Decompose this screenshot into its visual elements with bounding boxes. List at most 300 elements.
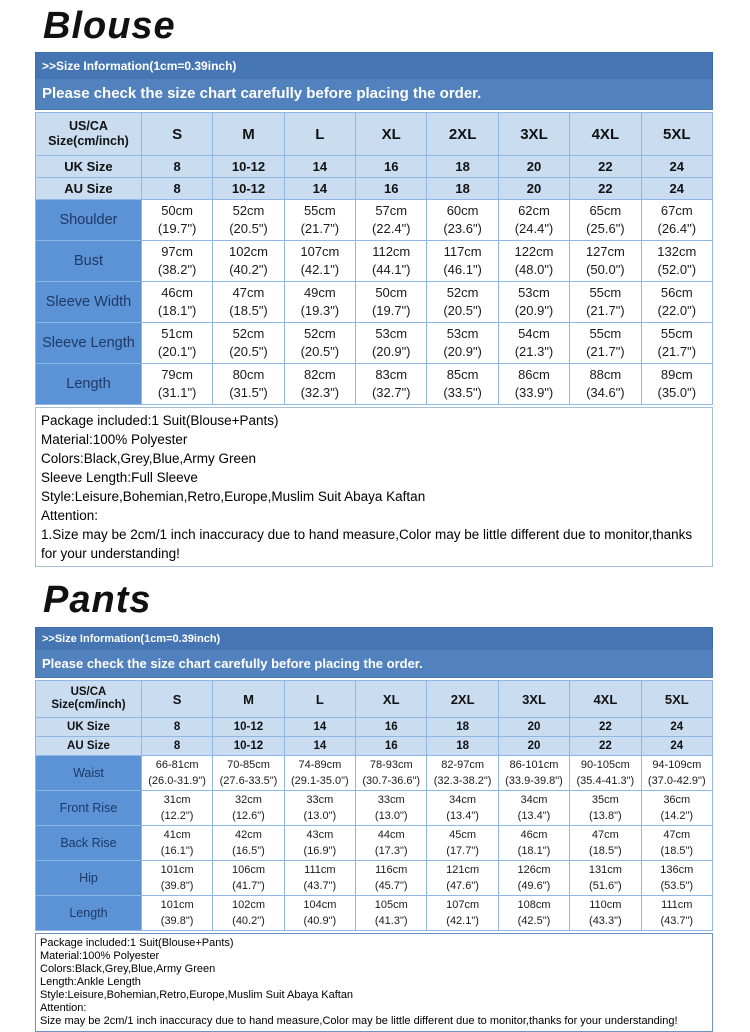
pants-note-5: Attention:	[40, 1002, 87, 1014]
blouse-sleeve-width-cell-7	[641, 282, 712, 323]
pants-front-rise-cell-4	[427, 791, 498, 826]
pants-back-rise-cell-2	[284, 826, 355, 861]
blouse-sleeve-width-inch-7: (22.0")	[657, 303, 697, 318]
pants-waist-cell-5	[498, 756, 569, 791]
blouse-row-shoulder	[36, 200, 713, 241]
pants-hip-cell-0	[141, 861, 212, 896]
pants-au-value-5: 20	[498, 737, 569, 756]
pants-back-rise-cell-4	[427, 826, 498, 861]
pants-section	[35, 577, 713, 1032]
blouse-check-chart-bar: Please check the size chart carefully before placing the order.	[35, 79, 713, 110]
blouse-shoulder-cm-0: 50cm	[161, 203, 193, 218]
blouse-length-inch-5: (33.9")	[514, 385, 554, 400]
blouse-length-cell-0	[141, 364, 212, 405]
blouse-uk-row	[36, 156, 713, 178]
blouse-shoulder-inch-3: (22.4")	[371, 221, 411, 236]
blouse-bust-cell-0	[141, 241, 212, 282]
blouse-sleeve-width-cell-2	[284, 282, 355, 323]
pants-uk-value-5: 20	[498, 718, 569, 737]
blouse-sleeve-length-inch-0: (20.1")	[157, 344, 197, 359]
blouse-shoulder-inch-1: (20.5")	[229, 221, 268, 236]
blouse-shoulder-inch-5: (24.4")	[514, 221, 554, 236]
blouse-sleeve-length-inch-6: (21.7")	[586, 344, 625, 359]
blouse-shoulder-cell-3	[356, 200, 427, 241]
pants-note-4: Style:Leisure,Bohemian,Retro,Europe,Muslim Suit Abaya Kaftan	[40, 989, 354, 1001]
pants-back-rise-inch-4: (17.7")	[446, 845, 479, 857]
pants-label-hip: Hip	[36, 861, 142, 896]
blouse-shoulder-cm-5: 62cm	[518, 203, 550, 218]
pants-waist-cm-0: 66-81cm	[155, 759, 199, 771]
pants-waist-cell-1	[213, 756, 284, 791]
blouse-header-row	[36, 113, 713, 156]
blouse-length-inch-4: (33.5")	[443, 385, 482, 400]
pants-row-waist	[36, 756, 713, 791]
blouse-sleeve-width-inch-3: (19.7")	[371, 303, 411, 318]
pants-waist-inch-3: (30.7-36.6")	[362, 775, 421, 787]
blouse-length-cm-1: 80cm	[232, 367, 265, 382]
pants-uk-value-7: 24	[641, 718, 712, 737]
blouse-uk-value-7: 24	[641, 156, 712, 178]
pants-size-header-3XL: 3XL	[498, 681, 569, 718]
blouse-sleeve-length-cm-3: 53cm	[375, 326, 408, 341]
pants-hip-cell-2	[284, 861, 355, 896]
blouse-sleeve-length-inch-1: (20.5")	[229, 344, 268, 359]
blouse-sleeve-width-cm-0: 46cm	[161, 285, 193, 300]
blouse-shoulder-cm-4: 60cm	[446, 203, 479, 218]
blouse-au-value-1: 10-12	[213, 178, 284, 200]
blouse-sleeve-width-cm-6: 55cm	[589, 285, 622, 300]
blouse-shoulder-cm-6: 65cm	[589, 203, 622, 218]
blouse-au-value-4: 18	[427, 178, 498, 200]
blouse-sleeve-length-inch-7: (21.7")	[657, 344, 697, 359]
blouse-sleeve-length-cm-2: 52cm	[303, 326, 336, 341]
blouse-length-cm-0: 79cm	[161, 367, 193, 382]
pants-waist-cm-7: 94-109cm	[652, 759, 702, 771]
blouse-length-cell-3	[356, 364, 427, 405]
blouse-length-cell-2	[284, 364, 355, 405]
pants-front-rise-inch-3: (13.0")	[374, 810, 408, 822]
pants-au-value-3: 16	[356, 737, 427, 756]
pants-corner-line1: US/CA	[70, 686, 107, 698]
pants-back-rise-inch-0: (16.1")	[160, 845, 194, 857]
pants-length-cell-4	[427, 896, 498, 931]
blouse-length-inch-1: (31.5")	[229, 385, 268, 400]
blouse-uk-value-6: 22	[570, 156, 641, 178]
blouse-note-0: Package included:1 Suit(Blouse+Pants)	[41, 413, 279, 428]
blouse-uk-value-0: 8	[141, 156, 212, 178]
blouse-shoulder-cell-5	[498, 200, 569, 241]
blouse-length-cell-7	[641, 364, 712, 405]
blouse-sleeve-width-inch-2: (19.3")	[300, 303, 340, 318]
blouse-bust-cm-0: 97cm	[161, 244, 193, 259]
blouse-label-sleeve-length: Sleeve Length	[36, 323, 142, 364]
pants-waist-inch-1: (27.6-33.5")	[219, 775, 278, 787]
blouse-uk-value-5: 20	[498, 156, 569, 178]
blouse-length-inch-0: (31.1")	[157, 385, 197, 400]
pants-hip-cm-6: 131cm	[588, 864, 622, 876]
blouse-note-3: Sleeve Length:Full Sleeve	[41, 470, 198, 485]
pants-au-value-2: 14	[284, 737, 355, 756]
blouse-sleeve-length-cell-6	[570, 323, 641, 364]
pants-front-rise-inch-4: (13.4")	[446, 810, 479, 822]
pants-front-rise-cell-2	[284, 791, 355, 826]
pants-note-1: Material:100% Polyester	[40, 950, 160, 962]
pants-length-inch-5: (42.5")	[517, 915, 551, 927]
pants-size-header-L: L	[284, 681, 355, 718]
blouse-note-4: Style:Leisure,Bohemian,Retro,Europe,Muslim Suit Abaya Kaftan	[41, 489, 426, 504]
pants-size-header-2XL: 2XL	[427, 681, 498, 718]
blouse-sleeve-width-cell-0	[141, 282, 212, 323]
pants-front-rise-inch-2: (13.0")	[303, 810, 337, 822]
blouse-bust-cell-7	[641, 241, 712, 282]
pants-front-rise-cm-7: 36cm	[663, 794, 691, 806]
blouse-row-length	[36, 364, 713, 405]
pants-front-rise-cm-2: 33cm	[306, 794, 334, 806]
pants-waist-inch-0: (26.0-31.9")	[148, 775, 206, 787]
pants-waist-cm-2: 74-89cm	[298, 759, 342, 771]
pants-back-rise-cm-6: 47cm	[591, 829, 619, 841]
pants-back-rise-cell-7	[641, 826, 712, 861]
pants-hip-cm-1: 106cm	[231, 864, 265, 876]
blouse-shoulder-inch-7: (26.4")	[657, 221, 697, 236]
blouse-length-cm-6: 88cm	[589, 367, 622, 382]
pants-length-cell-1	[213, 896, 284, 931]
pants-label-back-rise: Back Rise	[36, 826, 142, 861]
blouse-size-table	[35, 112, 713, 405]
blouse-sleeve-length-cm-6: 55cm	[589, 326, 622, 341]
blouse-sleeve-width-cm-1: 47cm	[232, 285, 265, 300]
blouse-length-cell-5	[498, 364, 569, 405]
blouse-notes-block	[35, 407, 713, 567]
pants-uk-value-6: 22	[570, 718, 641, 737]
pants-front-rise-cm-3: 33cm	[377, 794, 405, 806]
pants-uk-value-4: 18	[427, 718, 498, 737]
blouse-length-cell-1	[213, 364, 284, 405]
blouse-bust-cm-1: 102cm	[228, 244, 268, 259]
blouse-label-shoulder: Shoulder	[36, 200, 142, 241]
pants-label-length: Length	[36, 896, 142, 931]
blouse-row-sleeve-width	[36, 282, 713, 323]
blouse-bust-cm-4: 117cm	[443, 244, 482, 259]
blouse-sleeve-width-cm-2: 49cm	[303, 285, 336, 300]
pants-size-header-4XL: 4XL	[570, 681, 641, 718]
pants-back-rise-cm-2: 43cm	[306, 829, 334, 841]
blouse-au-value-3: 16	[356, 178, 427, 200]
pants-au-row	[36, 737, 713, 756]
blouse-sleeve-width-inch-0: (18.1")	[157, 303, 197, 318]
pants-size-header-S: S	[141, 681, 212, 718]
blouse-shoulder-inch-2: (21.7")	[300, 221, 340, 236]
pants-front-rise-cell-6	[570, 791, 641, 826]
blouse-bust-inch-3: (44.1")	[371, 262, 411, 277]
pants-length-inch-1: (40.2")	[232, 915, 265, 927]
blouse-bust-inch-6: (50.0")	[586, 262, 625, 277]
pants-length-inch-7: (43.7")	[660, 915, 694, 927]
pants-waist-inch-5: (33.9-39.8")	[505, 775, 563, 787]
pants-front-rise-inch-7: (14.2")	[660, 810, 694, 822]
blouse-bust-cell-2	[284, 241, 355, 282]
blouse-au-value-2: 14	[284, 178, 355, 200]
blouse-length-cm-5: 86cm	[518, 367, 550, 382]
pants-waist-cm-6: 90-105cm	[580, 759, 630, 771]
blouse-length-cm-4: 85cm	[446, 367, 479, 382]
blouse-corner-header	[36, 113, 142, 156]
pants-hip-cm-3: 116cm	[375, 864, 408, 876]
pants-hip-cell-7	[641, 861, 712, 896]
blouse-note-6: 1.Size may be 2cm/1 inch inaccuracy due to hand measure,Color may be little different due to monitor,thanks for your understanding!	[41, 527, 693, 561]
blouse-sleeve-length-inch-4: (20.9")	[443, 344, 482, 359]
pants-waist-cm-5: 86-101cm	[509, 759, 559, 771]
blouse-label-sleeve-width: Sleeve Width	[36, 282, 142, 323]
pants-hip-cm-0: 101cm	[160, 864, 194, 876]
pants-waist-cell-3	[356, 756, 427, 791]
pants-title: Pants	[43, 579, 152, 621]
pants-au-value-6: 22	[570, 737, 641, 756]
pants-size-info-bar: >>Size Information(1cm=0.39inch)	[35, 627, 713, 650]
blouse-size-header-5XL: 5XL	[641, 113, 712, 156]
blouse-sleeve-length-cm-4: 53cm	[446, 326, 479, 341]
pants-hip-cell-6	[570, 861, 641, 896]
blouse-size-header-3XL: 3XL	[498, 113, 569, 156]
pants-hip-cell-4	[427, 861, 498, 896]
pants-front-rise-cell-3	[356, 791, 427, 826]
pants-front-rise-cell-1	[213, 791, 284, 826]
pants-back-rise-cm-3: 44cm	[377, 829, 405, 841]
pants-front-rise-cm-4: 34cm	[449, 794, 477, 806]
pants-length-inch-4: (42.1")	[446, 915, 479, 927]
blouse-bust-inch-0: (38.2")	[157, 262, 197, 277]
pants-length-inch-0: (39.8")	[160, 915, 194, 927]
blouse-sleeve-width-inch-1: (18.5")	[229, 303, 268, 318]
pants-au-value-0: 8	[141, 737, 212, 756]
blouse-sleeve-width-cm-3: 50cm	[375, 285, 408, 300]
pants-hip-inch-0: (39.8")	[160, 880, 194, 892]
blouse-sleeve-length-cm-0: 51cm	[161, 326, 193, 341]
pants-hip-inch-5: (49.6")	[517, 880, 551, 892]
pants-au-value-4: 18	[427, 737, 498, 756]
pants-length-inch-3: (41.3")	[374, 915, 408, 927]
blouse-shoulder-cell-6	[570, 200, 641, 241]
pants-size-header-XL: XL	[356, 681, 427, 718]
pants-length-cell-3	[356, 896, 427, 931]
pants-hip-inch-1: (41.7")	[232, 880, 265, 892]
blouse-au-label: AU Size	[36, 178, 142, 200]
pants-back-rise-cell-5	[498, 826, 569, 861]
blouse-corner-line1: US/CA	[69, 119, 108, 133]
blouse-sleeve-length-inch-5: (21.3")	[514, 344, 554, 359]
pants-front-rise-cell-7	[641, 791, 712, 826]
blouse-uk-value-1: 10-12	[213, 156, 284, 178]
pants-waist-inch-2: (29.1-35.0")	[291, 775, 349, 787]
blouse-bust-cm-5: 122cm	[514, 244, 554, 259]
pants-length-cm-7: 111cm	[661, 899, 693, 911]
blouse-sleeve-width-cell-4	[427, 282, 498, 323]
pants-length-inch-6: (43.3")	[589, 915, 622, 927]
blouse-sleeve-length-inch-3: (20.9")	[371, 344, 411, 359]
pants-length-cm-2: 104cm	[303, 899, 337, 911]
blouse-bust-inch-4: (46.1")	[443, 262, 482, 277]
blouse-shoulder-cell-7	[641, 200, 712, 241]
pants-waist-inch-6: (35.4-41.3")	[576, 775, 635, 787]
blouse-size-header-S: S	[141, 113, 212, 156]
blouse-row-bust	[36, 241, 713, 282]
pants-waist-cell-4	[427, 756, 498, 791]
pants-size-header-5XL: 5XL	[641, 681, 712, 718]
pants-hip-cell-1	[213, 861, 284, 896]
pants-label-waist: Waist	[36, 756, 142, 791]
pants-back-rise-cm-5: 46cm	[520, 829, 548, 841]
pants-length-inch-2: (40.9")	[303, 915, 337, 927]
pants-check-chart-bar: Please check the size chart carefully before placing the order.	[35, 650, 713, 678]
pants-front-rise-cm-1: 32cm	[235, 794, 262, 806]
pants-back-rise-inch-7: (18.5")	[660, 845, 694, 857]
pants-length-cm-0: 101cm	[160, 899, 194, 911]
blouse-bust-cell-1	[213, 241, 284, 282]
pants-back-rise-cm-4: 45cm	[449, 829, 477, 841]
blouse-bust-inch-5: (48.0")	[514, 262, 554, 277]
blouse-shoulder-cell-4	[427, 200, 498, 241]
blouse-sleeve-width-cm-4: 52cm	[446, 285, 479, 300]
blouse-sleeve-length-cell-3	[356, 323, 427, 364]
pants-front-rise-cm-5: 34cm	[520, 794, 548, 806]
pants-waist-inch-7: (37.0-42.9")	[647, 775, 706, 787]
pants-hip-cell-3	[356, 861, 427, 896]
blouse-bust-cm-7: 132cm	[657, 244, 697, 259]
pants-uk-row	[36, 718, 713, 737]
blouse-sleeve-width-cm-7: 56cm	[660, 285, 693, 300]
blouse-sleeve-length-cell-1	[213, 323, 284, 364]
blouse-length-inch-6: (34.6")	[586, 385, 625, 400]
blouse-length-inch-3: (32.7")	[371, 385, 411, 400]
pants-back-rise-cm-1: 42cm	[235, 829, 262, 841]
pants-front-rise-inch-1: (12.6")	[232, 810, 265, 822]
blouse-sleeve-width-cell-6	[570, 282, 641, 323]
pants-row-front-rise	[36, 791, 713, 826]
pants-size-header-M: M	[213, 681, 284, 718]
blouse-bust-cell-3	[356, 241, 427, 282]
blouse-note-5: Attention:	[41, 508, 99, 523]
blouse-sleeve-length-cell-4	[427, 323, 498, 364]
pants-uk-value-0: 8	[141, 718, 212, 737]
blouse-shoulder-cell-2	[284, 200, 355, 241]
pants-hip-inch-6: (51.6")	[589, 880, 622, 892]
blouse-shoulder-cell-1	[213, 200, 284, 241]
blouse-sleeve-length-cell-2	[284, 323, 355, 364]
pants-front-rise-inch-6: (13.8")	[589, 810, 622, 822]
blouse-au-value-6: 22	[570, 178, 641, 200]
blouse-bust-cell-4	[427, 241, 498, 282]
pants-hip-cell-5	[498, 861, 569, 896]
blouse-length-inch-2: (32.3")	[300, 385, 340, 400]
blouse-sleeve-width-inch-6: (21.7")	[586, 303, 625, 318]
pants-front-rise-cm-0: 31cm	[163, 794, 191, 806]
blouse-sleeve-length-cm-7: 55cm	[660, 326, 693, 341]
pants-back-rise-cm-7: 47cm	[663, 829, 691, 841]
blouse-row-sleeve-length	[36, 323, 713, 364]
pants-note-0: Package included:1 Suit(Blouse+Pants)	[40, 937, 234, 949]
blouse-au-value-0: 8	[141, 178, 212, 200]
blouse-bust-cm-2: 107cm	[300, 244, 340, 259]
pants-uk-label: UK Size	[36, 718, 142, 737]
pants-length-cm-5: 108cm	[517, 899, 551, 911]
pants-front-rise-cm-6: 35cm	[591, 794, 619, 806]
pants-note-6: Size may be 2cm/1 inch inaccuracy due to hand measure,Color may be little different due to monitor,thanks for your understanding!	[40, 1015, 678, 1027]
blouse-sleeve-width-cell-5	[498, 282, 569, 323]
pants-row-hip	[36, 861, 713, 896]
pants-row-back-rise	[36, 826, 713, 861]
blouse-shoulder-inch-0: (19.7")	[157, 221, 197, 236]
blouse-sleeve-width-inch-5: (20.9")	[514, 303, 554, 318]
blouse-size-header-XL: XL	[356, 113, 427, 156]
pants-waist-cell-2	[284, 756, 355, 791]
pants-size-table	[35, 680, 713, 931]
blouse-length-cm-3: 83cm	[375, 367, 408, 382]
pants-front-rise-cell-0	[141, 791, 212, 826]
pants-corner-header	[36, 681, 142, 718]
pants-au-label: AU Size	[36, 737, 142, 756]
blouse-shoulder-cell-0	[141, 200, 212, 241]
blouse-sleeve-length-cell-0	[141, 323, 212, 364]
pants-note-3: Length:Ankle Length	[40, 976, 141, 988]
blouse-shoulder-cm-2: 55cm	[303, 203, 336, 218]
blouse-shoulder-cm-3: 57cm	[375, 203, 408, 218]
pants-waist-inch-4: (32.3-38.2")	[433, 775, 492, 787]
pants-header-row	[36, 681, 713, 718]
pants-row-length	[36, 896, 713, 931]
blouse-label-length: Length	[36, 364, 142, 405]
pants-length-cm-6: 110cm	[589, 899, 622, 911]
blouse-sleeve-width-cell-1	[213, 282, 284, 323]
blouse-uk-value-4: 18	[427, 156, 498, 178]
pants-length-cm-3: 105cm	[374, 899, 408, 911]
pants-note-2: Colors:Black,Grey,Blue,Army Green	[40, 963, 216, 975]
blouse-label-bust: Bust	[36, 241, 142, 282]
pants-label-front-rise: Front Rise	[36, 791, 142, 826]
pants-back-rise-cm-0: 41cm	[163, 829, 191, 841]
blouse-length-cm-2: 82cm	[303, 367, 336, 382]
pants-au-value-7: 24	[641, 737, 712, 756]
blouse-sleeve-width-cm-5: 53cm	[518, 285, 550, 300]
pants-waist-cm-3: 78-93cm	[369, 759, 413, 771]
pants-front-rise-cell-5	[498, 791, 569, 826]
pants-back-rise-cell-0	[141, 826, 212, 861]
pants-back-rise-inch-3: (17.3")	[374, 845, 408, 857]
pants-uk-value-2: 14	[284, 718, 355, 737]
blouse-corner-line2: Size(cm/inch)	[48, 134, 129, 148]
blouse-size-header-4XL: 4XL	[570, 113, 641, 156]
blouse-bust-cell-6	[570, 241, 641, 282]
pants-front-rise-inch-0: (12.2")	[160, 810, 194, 822]
blouse-section	[35, 4, 713, 567]
pants-hip-inch-7: (53.5")	[660, 880, 694, 892]
pants-front-rise-inch-5: (13.4")	[517, 810, 551, 822]
blouse-sleeve-length-cm-5: 54cm	[518, 326, 550, 341]
pants-hip-cm-7: 136cm	[660, 864, 694, 876]
blouse-shoulder-cm-7: 67cm	[660, 203, 693, 218]
blouse-uk-label: UK Size	[36, 156, 142, 178]
blouse-sleeve-width-cell-3	[356, 282, 427, 323]
blouse-au-value-5: 20	[498, 178, 569, 200]
pants-notes-block	[35, 933, 713, 1032]
pants-uk-value-3: 16	[356, 718, 427, 737]
pants-hip-cm-2: 111cm	[304, 864, 336, 876]
blouse-au-value-7: 24	[641, 178, 712, 200]
pants-corner-line2: Size(cm/inch)	[51, 699, 126, 711]
blouse-sleeve-length-cell-7	[641, 323, 712, 364]
pants-length-cm-4: 107cm	[446, 899, 480, 911]
blouse-bust-cell-5	[498, 241, 569, 282]
pants-back-rise-cell-6	[570, 826, 641, 861]
